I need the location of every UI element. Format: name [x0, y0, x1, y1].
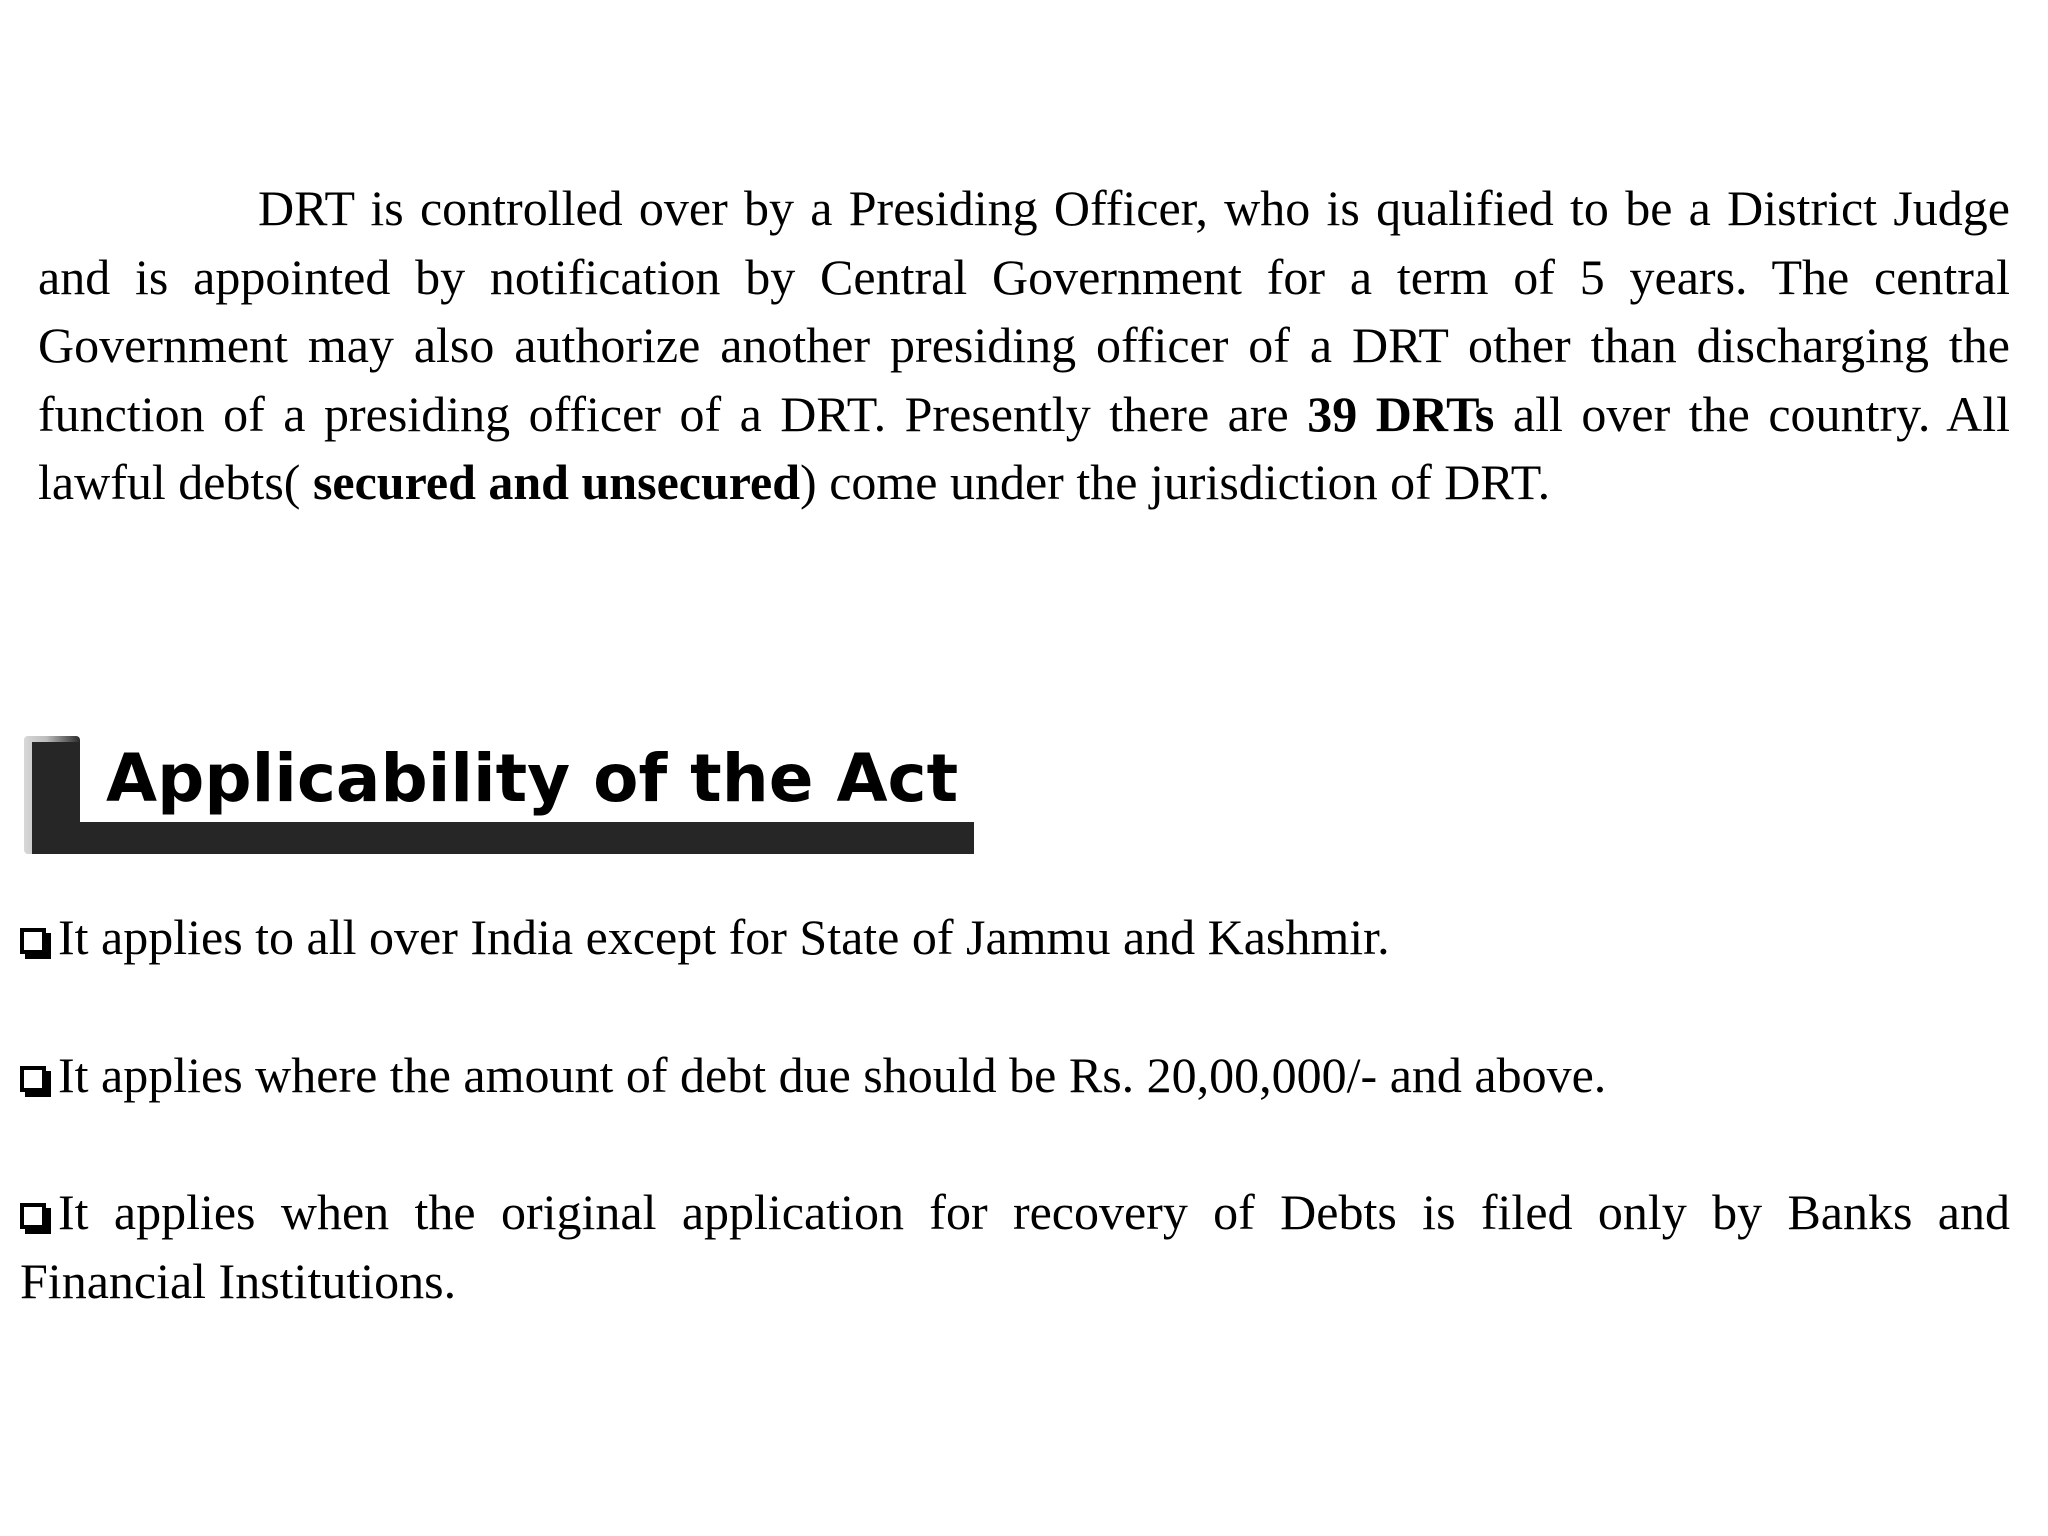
- drt-count-bold: 39 DRTs: [1307, 385, 1495, 442]
- section-header: [24, 736, 974, 856]
- debt-types-bold: secured and unsecured: [312, 454, 801, 510]
- intro-text-part-2: all over the country. All lawful debts(: [38, 385, 2010, 510]
- intro-paragraph: [38, 174, 2010, 517]
- intro-text-part-3: ) come under the jurisdiction of DRT.: [800, 454, 1551, 510]
- intro-text-part-1: DRT is controlled over by a Presiding Officer, who is qualified to be a District Judge and is appointed by notification by Central Government for a term of 5 years. The central Government may also authorize another presiding officer of a DRT other than discharging the function of a presiding officer of a DRT. Presently there are: [38, 180, 2010, 442]
- checkbox-icon: [20, 928, 46, 954]
- checkbox-icon: [20, 1203, 46, 1229]
- list-item-text: It applies to all over India except for State of Jammu and Kashmir.: [58, 909, 1390, 965]
- list-item-text: It applies where the amount of debt due should be Rs. 20,00,000/- and above.: [58, 1046, 1607, 1103]
- list-item: [20, 1041, 2010, 1110]
- section-title: Applicability of the Act: [106, 740, 959, 817]
- checkbox-icon: [20, 1066, 46, 1092]
- list-item: [20, 903, 2010, 972]
- applicability-list: [20, 903, 2010, 1384]
- list-item: [20, 1178, 2010, 1315]
- header-accent-bar-horizontal: [32, 822, 974, 854]
- list-item-text: It applies when the original application for recovery of Debts is filed only by Banks and Financial Institutions.: [20, 1184, 2010, 1309]
